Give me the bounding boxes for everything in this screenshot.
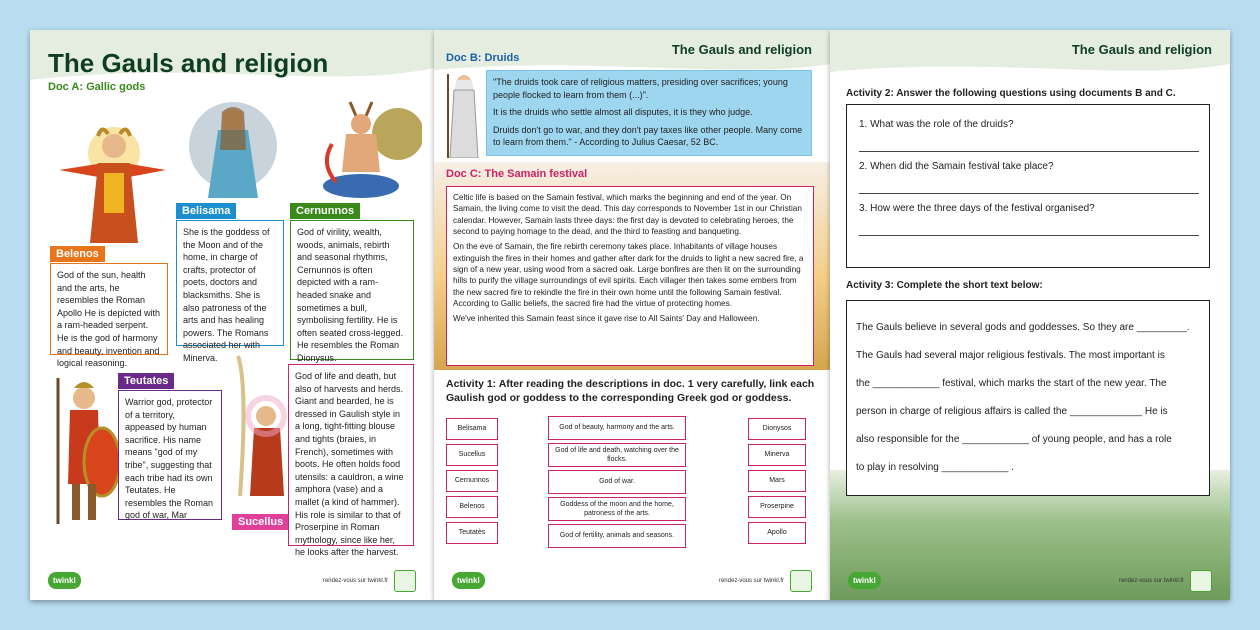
sucellus-illustration: [230, 346, 292, 516]
belenos-illustration: [54, 118, 166, 246]
worksheet-page-1: [30, 30, 434, 600]
page-footer: [842, 570, 1218, 592]
worksheet-page-2: [434, 30, 830, 600]
doc-a-heading: Doc A: Gallic gods: [48, 81, 146, 93]
match-right-5[interactable]: Apollo: [748, 522, 806, 544]
match-middle-5[interactable]: God of fertility, animals and seasons.: [548, 524, 686, 548]
quality-badge-icon: [394, 570, 416, 592]
doc-c-heading: Doc C: The Samain festival: [446, 168, 588, 180]
activity-2-heading: Activity 2: Answer the following questions using documents B and C.: [846, 88, 1176, 99]
worksheet-page-3: [830, 30, 1230, 600]
teutates-label: Teutates: [118, 373, 174, 389]
footer-url: rendez-vous sur twinkl.fr: [1118, 578, 1184, 584]
samain-paragraph-3: We've inherited this Samain feast since it gave rise to All Saints' Day and Halloween.: [453, 314, 760, 324]
teutates-description: Warrior god, protector of a territory, appeased by human sacrifice. His name means "god of my tribe", suggesting that each tribe had its own Teutates. He resembles the Roman god of war, Mar: [118, 390, 222, 520]
match-right-1[interactable]: Dionysos: [748, 418, 806, 440]
question-3: 3. How were the three days of the festival organised?: [859, 203, 1095, 214]
page-footer: [446, 570, 818, 592]
teutates-illustration: [50, 374, 124, 524]
match-right-3[interactable]: Mars: [748, 470, 806, 492]
match-middle-1[interactable]: God of beauty, harmony and the arts.: [548, 416, 686, 440]
short-text-line-4[interactable]: person in charge of religious affairs is called the _____________ He is: [856, 406, 1168, 417]
match-left-3[interactable]: Cernunnos: [446, 470, 498, 492]
match-left-2[interactable]: Sucellus: [446, 444, 498, 466]
short-text-line-6[interactable]: to play in resolving ____________ .: [856, 462, 1014, 473]
doc-b-heading: Doc B: Druids: [446, 52, 520, 64]
sucellus-label: Sucellus: [232, 514, 289, 530]
answer-line-2[interactable]: [859, 193, 1199, 194]
samain-text-box: [446, 186, 814, 366]
match-middle-2[interactable]: God of life and death, watching over the flocks.: [548, 443, 686, 467]
match-right-2[interactable]: Minerva: [748, 444, 806, 466]
short-text-line-3[interactable]: the ____________ festival, which marks the start of the new year. The: [856, 378, 1167, 389]
druids-paragraph-1: "The druids took care of religious matters, presiding over sacrifices; young people flocked to learn from them (...)".: [493, 77, 788, 100]
match-left-1[interactable]: Belisama: [446, 418, 498, 440]
match-middle-3[interactable]: God of war.: [548, 470, 686, 494]
answer-line-3[interactable]: [859, 235, 1199, 236]
druids-quote-box: [486, 70, 812, 156]
activity-2-box: [846, 104, 1210, 268]
belisama-label: Belisama: [176, 203, 236, 219]
twinkl-logo: twinkl: [452, 572, 485, 589]
quality-badge-icon: [1190, 570, 1212, 592]
twinkl-logo: twinkl: [848, 572, 881, 589]
match-right-4[interactable]: Proserpine: [748, 496, 806, 518]
header-wave: [830, 30, 1230, 90]
page-title: The Gauls and religion: [48, 48, 329, 78]
activity-3-heading: Activity 3: Complete the short text below:: [846, 280, 1043, 291]
cernunnos-label: Cernunnos: [290, 203, 360, 219]
running-header: The Gauls and religion: [1071, 42, 1212, 57]
samain-paragraph-1: Celtic life is based on the Samain festival, which marks the beginning and end of the year. On Samain, the living come to visit the dead. This day corresponds to November 1st in our Christian calendar. However, Samain lasts three days: the first day is devoted to celebrating heroes, the second to paying homage to the dead, and the third to feasting and banqueting.: [453, 193, 802, 236]
druids-paragraph-2: It is the druids who settle almost all disputes, it is they who judge.: [493, 107, 753, 118]
druid-illustration: [444, 68, 482, 158]
short-text-line-5[interactable]: also responsible for the ____________ of young people, and has a role: [856, 434, 1172, 445]
belenos-description: God of the sun, health and the arts, he resembles the Roman Apollo He is depicted with a ram-headed serpent. He is the god of harmony and beauty, invention and logical reasoning.: [50, 263, 168, 355]
question-2: 2. When did the Samain festival take place?: [859, 161, 1054, 172]
samain-paragraph-2: On the eve of Samain, the fire rebirth ceremony takes place. Inhabitants of village houses extinguish the fires in their homes and gather after dark for the druids to light a new sacred fire, a sign of a new year, using wood from a sacred oak. Large bonfires are then lit on the surrounding hills to purify the village surroundings of evil spirits. Each villager then takes some embers from the new sacred fire to rekindle the fire in their own home until the following Samain festival. According to Gallic beliefs, the sacred fire had the virtue of protecting homes.: [453, 242, 804, 308]
question-1: 1. What was the role of the druids?: [859, 119, 1014, 130]
page-footer: [42, 570, 422, 592]
cernunnos-description: God of virility, wealth, woods, animals, rebirth and seasonal rhythms, Cernunnos is often depicted with a ram-headed snake and sometimes a bull, symbolising fertility. He is often seated cross-legged. He resembles the Roman Dionysus.: [290, 220, 414, 360]
short-text-line-1[interactable]: The Gauls believe in several gods and goddesses. So they are _________.: [856, 322, 1190, 333]
footer-url: rendez-vous sur twinkl.fr: [322, 578, 388, 584]
match-left-5[interactable]: Teutatès: [446, 522, 498, 544]
activity-1-heading: Activity 1: After reading the descriptions in doc. 1 very carefully, link each Gaulish god or goddess to the corresponding Greek god or goddess.: [446, 378, 815, 404]
running-header: The Gauls and religion: [671, 42, 812, 57]
match-left-4[interactable]: Belenos: [446, 496, 498, 518]
belisama-illustration: [178, 90, 278, 202]
sucellus-description: God of life and death, but also of harvests and herds. Giant and bearded, he is dressed in Gaulish style in a long, tight-fitting blouse and tights (braies, in French), sometimes with boots. He often holds food utensils: a cauldron, a wine amphora (vase) and a mallet (a kind of hammer). His role is similar to that of Proserpine in Roman mythology, since like her, he looks after the harvest.: [288, 364, 414, 546]
footer-url: rendez-vous sur twinkl.fr: [718, 578, 784, 584]
answer-line-1[interactable]: [859, 151, 1199, 152]
cernunnos-illustration: [310, 94, 422, 204]
belenos-label: Belenos: [50, 246, 105, 262]
twinkl-logo: twinkl: [48, 572, 81, 589]
belisama-description: She is the goddess of the Moon and of the home, in charge of crafts, protector of poets, doctors and blacksmiths. She is also patroness of the arts and has healing powers. The Romans associated her with Minerva.: [176, 220, 284, 346]
short-text-line-2[interactable]: The Gauls had several major religious festivals. The most important is: [856, 350, 1165, 361]
match-middle-4[interactable]: Goddess of the moon and the home, patroness of the arts.: [548, 497, 686, 521]
quality-badge-icon: [790, 570, 812, 592]
druids-paragraph-3: Druids don't go to war, and they don't pay taxes like other people. Many come to learn from them." - According to Julius Caesar, 52 BC.: [493, 124, 803, 148]
